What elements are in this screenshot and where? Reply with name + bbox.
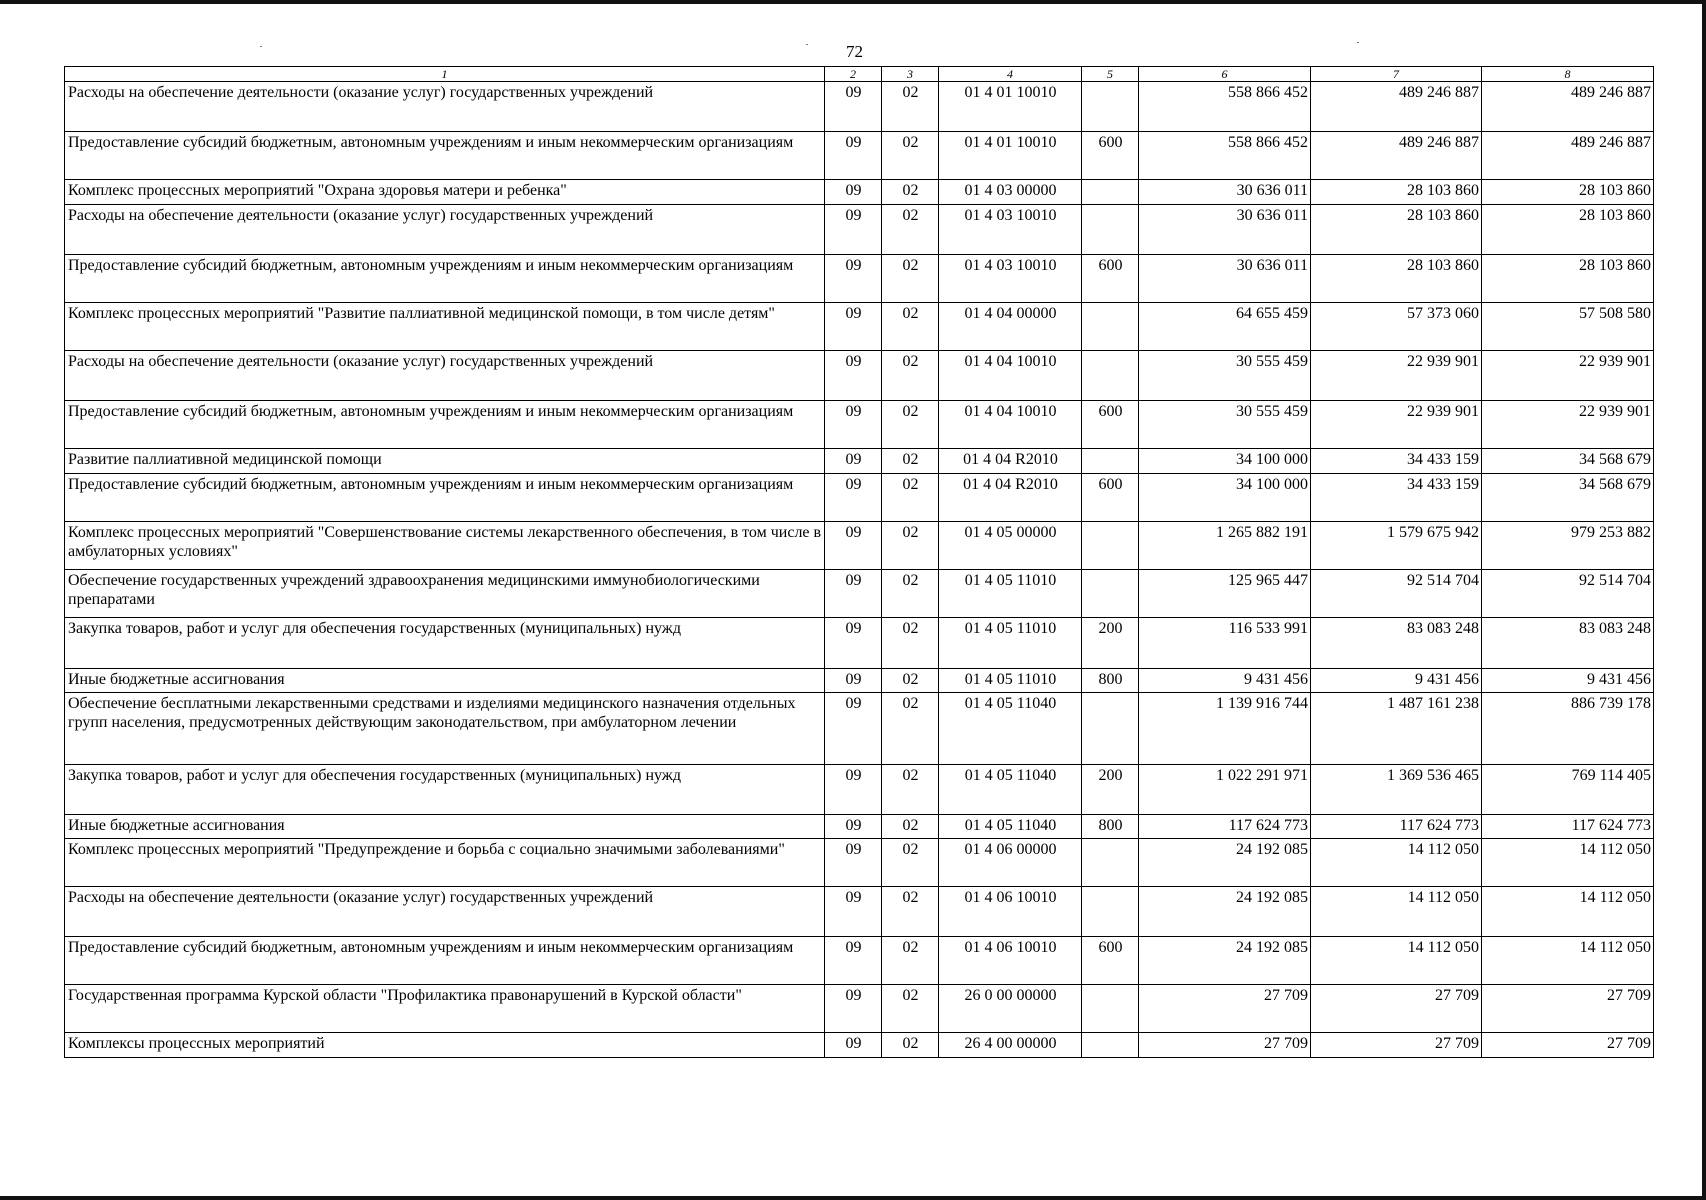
row-target-article: 01 4 04 R2010 (939, 449, 1082, 474)
row-amount-col6: 27 709 (1139, 985, 1311, 1033)
row-amount-col6: 30 555 459 (1139, 351, 1311, 401)
row-amount-col7: 489 246 887 (1311, 132, 1482, 180)
row-amount-col6: 30 636 011 (1139, 205, 1311, 255)
row-name: Комплекс процессных мероприятий "Охрана здоровья матери и ребенка" (65, 180, 825, 205)
table-row (65, 303, 1654, 351)
row-amount-col8: 28 103 860 (1482, 205, 1654, 255)
row-amount-col7: 57 373 060 (1311, 303, 1482, 351)
row-expense-type (1082, 522, 1139, 570)
row-expense-type: 200 (1082, 618, 1139, 669)
header-col-3: 3 (882, 67, 939, 82)
row-section: 09 (825, 669, 882, 693)
row-name: Предоставление субсидий бюджетным, автономным учреждениям и иным некоммерческим организациям (65, 255, 825, 303)
row-section: 09 (825, 765, 882, 815)
row-target-article: 01 4 05 11010 (939, 618, 1082, 669)
row-amount-col8: 92 514 704 (1482, 570, 1654, 618)
row-target-article: 01 4 03 00000 (939, 180, 1082, 205)
row-target-article: 01 4 05 11010 (939, 570, 1082, 618)
row-expense-type: 600 (1082, 401, 1139, 449)
row-subsection: 02 (882, 693, 939, 765)
row-subsection: 02 (882, 765, 939, 815)
scan-speck (806, 44, 808, 45)
row-amount-col8: 27 709 (1482, 1033, 1654, 1058)
scan-speck (1357, 42, 1359, 43)
row-expense-type: 800 (1082, 815, 1139, 839)
row-amount-col6: 1 139 916 744 (1139, 693, 1311, 765)
row-amount-col7: 14 112 050 (1311, 937, 1482, 985)
row-target-article: 01 4 04 00000 (939, 303, 1082, 351)
row-section: 09 (825, 449, 882, 474)
row-target-article: 01 4 05 11010 (939, 669, 1082, 693)
row-amount-col7: 1 487 161 238 (1311, 693, 1482, 765)
row-subsection: 02 (882, 839, 939, 887)
row-subsection: 02 (882, 669, 939, 693)
table-row (65, 474, 1654, 522)
row-amount-col8: 27 709 (1482, 985, 1654, 1033)
row-subsection: 02 (882, 132, 939, 180)
row-amount-col7: 1 369 536 465 (1311, 765, 1482, 815)
row-expense-type (1082, 351, 1139, 401)
row-amount-col6: 1 265 882 191 (1139, 522, 1311, 570)
row-section: 09 (825, 570, 882, 618)
row-subsection: 02 (882, 82, 939, 132)
scan-border-top (0, 0, 1706, 4)
table-body (65, 82, 1654, 1058)
table-row (65, 401, 1654, 449)
row-target-article: 01 4 05 11040 (939, 765, 1082, 815)
row-amount-col7: 34 433 159 (1311, 474, 1482, 522)
table-row (65, 765, 1654, 815)
row-section: 09 (825, 401, 882, 449)
row-amount-col8: 14 112 050 (1482, 887, 1654, 937)
row-section: 09 (825, 693, 882, 765)
scan-border-bottom (0, 1196, 1706, 1200)
row-name: Обеспечение бесплатными лекарственными средствами и изделиями медицинского назначения отдельных групп населения, предусмотренных действующим законодательством, при амбулаторном лечении (65, 693, 825, 765)
row-subsection: 02 (882, 887, 939, 937)
row-expense-type (1082, 887, 1139, 937)
row-name: Предоставление субсидий бюджетным, автономным учреждениям и иным некоммерческим организациям (65, 132, 825, 180)
table-row (65, 887, 1654, 937)
table-row (65, 205, 1654, 255)
row-amount-col8: 489 246 887 (1482, 132, 1654, 180)
row-amount-col8: 28 103 860 (1482, 255, 1654, 303)
table-row (65, 82, 1654, 132)
row-name: Расходы на обеспечение деятельности (оказание услуг) государственных учреждений (65, 887, 825, 937)
row-section: 09 (825, 474, 882, 522)
row-amount-col8: 117 624 773 (1482, 815, 1654, 839)
row-target-article: 01 4 04 R2010 (939, 474, 1082, 522)
row-subsection: 02 (882, 351, 939, 401)
row-name: Расходы на обеспечение деятельности (оказание услуг) государственных учреждений (65, 205, 825, 255)
budget-table (64, 66, 1654, 1058)
row-amount-col8: 14 112 050 (1482, 839, 1654, 887)
row-subsection: 02 (882, 255, 939, 303)
row-amount-col8: 886 739 178 (1482, 693, 1654, 765)
row-section: 09 (825, 180, 882, 205)
row-section: 09 (825, 985, 882, 1033)
row-subsection: 02 (882, 474, 939, 522)
row-target-article: 26 0 00 00000 (939, 985, 1082, 1033)
scan-border-right (1702, 0, 1706, 1200)
table-row (65, 618, 1654, 669)
row-amount-col6: 9 431 456 (1139, 669, 1311, 693)
table-row (65, 522, 1654, 570)
row-name: Предоставление субсидий бюджетным, автономным учреждениям и иным некоммерческим организациям (65, 474, 825, 522)
row-subsection: 02 (882, 522, 939, 570)
row-name: Государственная программа Курской области "Профилактика правонарушений в Курской области" (65, 985, 825, 1033)
row-amount-col7: 34 433 159 (1311, 449, 1482, 474)
row-target-article: 01 4 04 10010 (939, 401, 1082, 449)
table-row (65, 839, 1654, 887)
row-section: 09 (825, 351, 882, 401)
row-target-article: 01 4 01 10010 (939, 132, 1082, 180)
row-amount-col7: 28 103 860 (1311, 205, 1482, 255)
row-name: Предоставление субсидий бюджетным, автономным учреждениям и иным некоммерческим организациям (65, 937, 825, 985)
row-expense-type: 800 (1082, 669, 1139, 693)
header-col-5: 5 (1082, 67, 1139, 82)
row-amount-col6: 34 100 000 (1139, 474, 1311, 522)
row-amount-col8: 34 568 679 (1482, 449, 1654, 474)
row-section: 09 (825, 839, 882, 887)
header-col-6: 6 (1139, 67, 1311, 82)
table-row (65, 693, 1654, 765)
page-number: 72 (846, 42, 863, 61)
row-expense-type (1082, 303, 1139, 351)
row-subsection: 02 (882, 303, 939, 351)
table-row (65, 449, 1654, 474)
row-expense-type (1082, 180, 1139, 205)
row-amount-col6: 64 655 459 (1139, 303, 1311, 351)
row-amount-col6: 30 555 459 (1139, 401, 1311, 449)
row-expense-type: 600 (1082, 474, 1139, 522)
row-name: Развитие паллиативной медицинской помощи (65, 449, 825, 474)
table-row (65, 669, 1654, 693)
table-row (65, 351, 1654, 401)
row-amount-col7: 22 939 901 (1311, 401, 1482, 449)
row-subsection: 02 (882, 618, 939, 669)
row-amount-col7: 9 431 456 (1311, 669, 1482, 693)
row-target-article: 26 4 00 00000 (939, 1033, 1082, 1058)
row-amount-col7: 92 514 704 (1311, 570, 1482, 618)
row-target-article: 01 4 01 10010 (939, 82, 1082, 132)
row-amount-col6: 30 636 011 (1139, 180, 1311, 205)
row-section: 09 (825, 618, 882, 669)
row-amount-col8: 83 083 248 (1482, 618, 1654, 669)
row-section: 09 (825, 937, 882, 985)
row-expense-type (1082, 839, 1139, 887)
row-subsection: 02 (882, 401, 939, 449)
row-target-article: 01 4 06 00000 (939, 839, 1082, 887)
row-amount-col6: 558 866 452 (1139, 132, 1311, 180)
header-col-2: 2 (825, 67, 882, 82)
header-col-4: 4 (939, 67, 1082, 82)
row-section: 09 (825, 303, 882, 351)
row-amount-col7: 28 103 860 (1311, 180, 1482, 205)
row-name: Закупка товаров, работ и услуг для обеспечения государственных (муниципальных) нужд (65, 618, 825, 669)
row-amount-col6: 125 965 447 (1139, 570, 1311, 618)
row-amount-col8: 57 508 580 (1482, 303, 1654, 351)
row-name: Иные бюджетные ассигнования (65, 669, 825, 693)
table-header-row (65, 67, 1654, 82)
row-name: Расходы на обеспечение деятельности (оказание услуг) государственных учреждений (65, 351, 825, 401)
row-subsection: 02 (882, 937, 939, 985)
row-subsection: 02 (882, 449, 939, 474)
row-amount-col8: 28 103 860 (1482, 180, 1654, 205)
row-name: Комплекс процессных мероприятий "Предупреждение и борьба с социально значимыми заболеваниями" (65, 839, 825, 887)
scan-speck (260, 46, 262, 47)
row-subsection: 02 (882, 570, 939, 618)
row-amount-col6: 24 192 085 (1139, 887, 1311, 937)
row-amount-col7: 27 709 (1311, 985, 1482, 1033)
row-expense-type (1082, 449, 1139, 474)
row-section: 09 (825, 1033, 882, 1058)
row-amount-col8: 34 568 679 (1482, 474, 1654, 522)
row-section: 09 (825, 815, 882, 839)
row-expense-type: 600 (1082, 255, 1139, 303)
row-subsection: 02 (882, 985, 939, 1033)
row-target-article: 01 4 05 00000 (939, 522, 1082, 570)
row-amount-col6: 1 022 291 971 (1139, 765, 1311, 815)
row-target-article: 01 4 03 10010 (939, 255, 1082, 303)
row-amount-col8: 22 939 901 (1482, 401, 1654, 449)
row-amount-col7: 14 112 050 (1311, 887, 1482, 937)
header-col-1: 1 (65, 67, 825, 82)
row-expense-type (1082, 985, 1139, 1033)
row-name: Комплексы процессных мероприятий (65, 1033, 825, 1058)
header-col-7: 7 (1311, 67, 1482, 82)
row-expense-type (1082, 82, 1139, 132)
row-amount-col8: 979 253 882 (1482, 522, 1654, 570)
table-row (65, 180, 1654, 205)
table-row (65, 132, 1654, 180)
row-name: Предоставление субсидий бюджетным, автономным учреждениям и иным некоммерческим организациям (65, 401, 825, 449)
row-target-article: 01 4 04 10010 (939, 351, 1082, 401)
row-amount-col8: 489 246 887 (1482, 82, 1654, 132)
row-expense-type (1082, 570, 1139, 618)
row-amount-col7: 489 246 887 (1311, 82, 1482, 132)
row-expense-type: 600 (1082, 937, 1139, 985)
row-amount-col6: 30 636 011 (1139, 255, 1311, 303)
row-target-article: 01 4 03 10010 (939, 205, 1082, 255)
row-amount-col6: 116 533 991 (1139, 618, 1311, 669)
header-col-8: 8 (1482, 67, 1654, 82)
row-amount-col7: 83 083 248 (1311, 618, 1482, 669)
row-name: Комплекс процессных мероприятий "Развитие паллиативной медицинской помощи, в том числе детям" (65, 303, 825, 351)
row-subsection: 02 (882, 1033, 939, 1058)
row-amount-col6: 24 192 085 (1139, 937, 1311, 985)
row-amount-col7: 14 112 050 (1311, 839, 1482, 887)
row-target-article: 01 4 05 11040 (939, 815, 1082, 839)
row-subsection: 02 (882, 815, 939, 839)
row-amount-col8: 14 112 050 (1482, 937, 1654, 985)
table-row (65, 815, 1654, 839)
row-section: 09 (825, 132, 882, 180)
table-row (65, 985, 1654, 1033)
row-section: 09 (825, 522, 882, 570)
row-amount-col7: 22 939 901 (1311, 351, 1482, 401)
row-amount-col7: 117 624 773 (1311, 815, 1482, 839)
row-section: 09 (825, 82, 882, 132)
row-name: Комплекс процессных мероприятий "Совершенствование системы лекарственного обеспечения, в том числе в амбулаторных условиях" (65, 522, 825, 570)
row-section: 09 (825, 887, 882, 937)
row-amount-col6: 27 709 (1139, 1033, 1311, 1058)
row-name: Иные бюджетные ассигнования (65, 815, 825, 839)
table-row (65, 570, 1654, 618)
table-row (65, 937, 1654, 985)
row-amount-col8: 22 939 901 (1482, 351, 1654, 401)
row-target-article: 01 4 06 10010 (939, 887, 1082, 937)
row-expense-type (1082, 693, 1139, 765)
row-name: Расходы на обеспечение деятельности (оказание услуг) государственных учреждений (65, 82, 825, 132)
row-name: Обеспечение государственных учреждений здравоохранения медицинскими иммунобиологическими препаратами (65, 570, 825, 618)
row-target-article: 01 4 06 10010 (939, 937, 1082, 985)
row-subsection: 02 (882, 205, 939, 255)
table-row (65, 255, 1654, 303)
row-amount-col6: 558 866 452 (1139, 82, 1311, 132)
row-section: 09 (825, 205, 882, 255)
table-row (65, 1033, 1654, 1058)
row-amount-col6: 34 100 000 (1139, 449, 1311, 474)
row-section: 09 (825, 255, 882, 303)
row-expense-type (1082, 1033, 1139, 1058)
row-target-article: 01 4 05 11040 (939, 693, 1082, 765)
row-amount-col7: 27 709 (1311, 1033, 1482, 1058)
row-amount-col8: 9 431 456 (1482, 669, 1654, 693)
row-amount-col7: 1 579 675 942 (1311, 522, 1482, 570)
row-name: Закупка товаров, работ и услуг для обеспечения государственных (муниципальных) нужд (65, 765, 825, 815)
row-expense-type (1082, 205, 1139, 255)
row-amount-col6: 117 624 773 (1139, 815, 1311, 839)
row-amount-col6: 24 192 085 (1139, 839, 1311, 887)
row-expense-type: 600 (1082, 132, 1139, 180)
row-amount-col8: 769 114 405 (1482, 765, 1654, 815)
row-subsection: 02 (882, 180, 939, 205)
row-expense-type: 200 (1082, 765, 1139, 815)
row-amount-col7: 28 103 860 (1311, 255, 1482, 303)
